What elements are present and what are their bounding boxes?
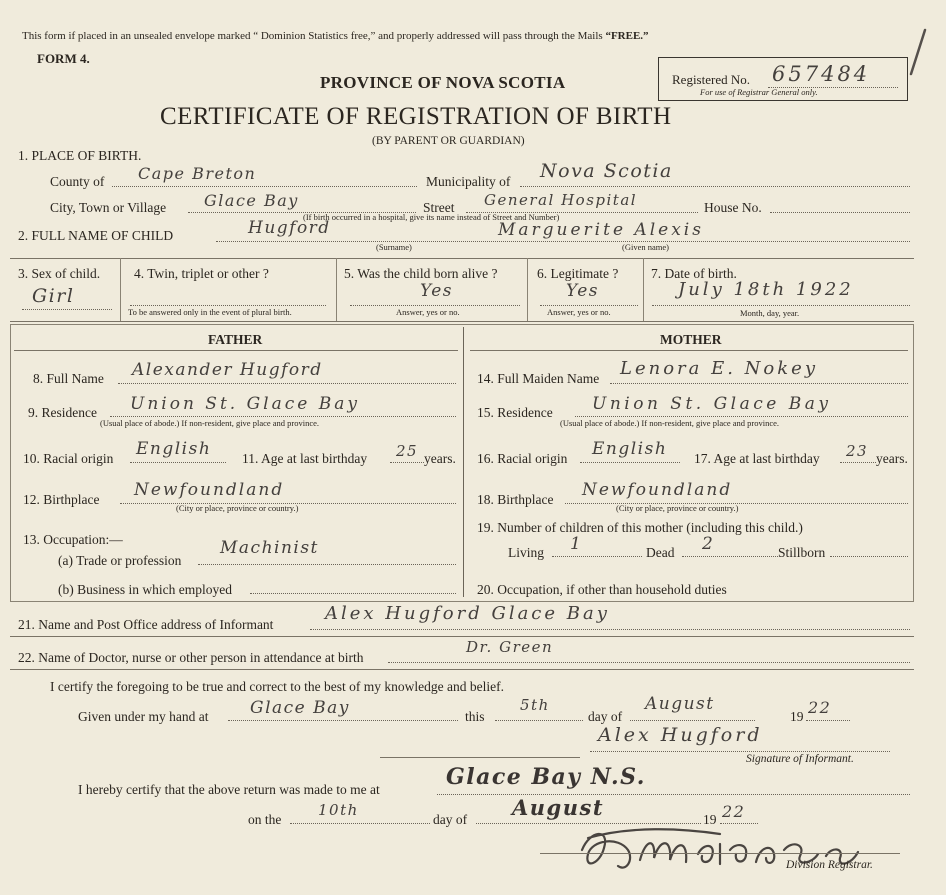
informant-signature: Alex Hugford xyxy=(598,724,763,746)
registered-number: 657484 xyxy=(772,62,871,86)
date-of-birth-value: July 18th 1922 xyxy=(678,279,854,300)
line xyxy=(437,794,910,795)
children-count-label: 19. Number of children of this mother (including this child.) xyxy=(477,520,803,535)
legitimate-note: Answer, yes or no. xyxy=(547,307,611,317)
registrar-on-the-label: on the xyxy=(248,812,282,827)
hospital-note: (If birth occurred in a hospital, give its name instead of Street and Number) xyxy=(303,212,560,222)
father-residence-note: (Usual place of abode.) If non-resident, give place and province. xyxy=(100,418,320,428)
alive-note: Answer, yes or no. xyxy=(396,307,460,317)
alive-value: Yes xyxy=(420,281,454,301)
father-age-label: 11. Age at last birthday xyxy=(242,451,368,466)
county-label: County of xyxy=(50,174,105,189)
line xyxy=(552,556,642,557)
municipality-value: Nova Scotia xyxy=(540,160,673,182)
informant-label: 21. Name and Post Office address of Informant xyxy=(18,617,274,632)
line xyxy=(590,751,890,752)
line xyxy=(610,383,908,384)
given-name-note: (Given name) xyxy=(622,242,669,252)
father-birthplace-value: Newfoundland xyxy=(134,480,285,500)
mailing-notice-free: “FREE.” xyxy=(605,30,649,42)
line xyxy=(130,305,326,306)
father-racial-label: 10. Racial origin xyxy=(23,451,114,466)
mother-racial-value: English xyxy=(592,439,668,459)
line xyxy=(540,305,638,306)
dead-value: 2 xyxy=(702,534,715,554)
legitimate-label: 6. Legitimate ? xyxy=(537,266,619,281)
child-surname: Hugford xyxy=(248,218,331,238)
line xyxy=(290,823,430,824)
mother-birthplace-note: (City or place, province or country.) xyxy=(616,503,739,513)
informant-signature-label: Signature of Informant. xyxy=(746,753,854,765)
alive-label: 5. Was the child born alive ? xyxy=(344,266,498,281)
vertical-rule xyxy=(643,258,644,321)
date-of-birth-label: 7. Date of birth. xyxy=(651,266,737,281)
vertical-rule xyxy=(336,258,337,321)
rule xyxy=(380,757,580,758)
mother-residence-note: (Usual place of abode.) If non-resident, give place and province. xyxy=(560,418,780,428)
rule xyxy=(540,853,900,854)
county-value: Cape Breton xyxy=(138,164,257,183)
date-of-birth-note: Month, day, year. xyxy=(740,308,800,318)
line xyxy=(216,241,910,242)
registrar-year-prefix: 19 xyxy=(703,812,717,827)
dead-label: Dead xyxy=(646,545,675,560)
mother-age-label: 17. Age at last birthday xyxy=(694,451,820,466)
rule xyxy=(10,669,914,670)
informant-value: Alex Hugford Glace Bay xyxy=(325,603,610,624)
surname-note: (Surname) xyxy=(376,242,412,252)
line xyxy=(388,662,910,663)
mother-name-value: Lenora E. Nokey xyxy=(620,358,818,379)
father-name-value: Alexander Hugford xyxy=(132,360,323,380)
city-value: Glace Bay xyxy=(204,191,299,210)
place-of-birth-heading: 1. PLACE OF BIRTH. xyxy=(18,148,142,163)
mother-occupation-label: 20. Occupation, if other than household duties xyxy=(477,582,727,597)
line xyxy=(118,383,456,384)
vertical-rule xyxy=(527,258,528,321)
registrar-day: 10th xyxy=(318,801,359,819)
father-trade-value: Machinist xyxy=(220,538,319,558)
form-number: FORM 4. xyxy=(37,51,90,66)
father-age-years: years. xyxy=(424,451,456,466)
street-value: General Hospital xyxy=(484,191,638,209)
registrar-year: 22 xyxy=(722,802,746,821)
twin-note: To be answered only in the event of plural birth. xyxy=(128,307,292,317)
line xyxy=(520,186,910,187)
line xyxy=(840,462,876,463)
registrar-day-of-label: day of xyxy=(433,812,468,827)
registrar-month: August xyxy=(512,795,605,820)
mother-residence-label: 15. Residence xyxy=(477,405,553,420)
pencil-mark xyxy=(905,26,929,86)
line xyxy=(630,720,755,721)
house-number-label: House No. xyxy=(704,200,762,215)
living-label: Living xyxy=(508,545,544,560)
mother-residence-value: Union St. Glace Bay xyxy=(592,394,832,414)
rule xyxy=(14,350,458,351)
living-value: 1 xyxy=(570,534,583,554)
line xyxy=(112,186,417,187)
line xyxy=(110,416,456,417)
page-title: CERTIFICATE OF REGISTRATION OF BIRTH xyxy=(160,103,672,130)
mother-age-value: 23 xyxy=(846,442,869,460)
registrar-place: Glace Bay N.S. xyxy=(446,764,646,790)
line xyxy=(310,629,910,630)
given-this-label: this xyxy=(465,709,485,724)
registrar-general-note: For use of Registrar General only. xyxy=(700,87,818,97)
father-occupation-label: 13. Occupation:— xyxy=(23,532,123,547)
mother-birthplace-label: 18. Birthplace xyxy=(477,492,554,507)
line xyxy=(770,212,910,213)
doctor-label: 22. Name of Doctor, nurse or other person in attendance at birth xyxy=(18,650,364,665)
rule xyxy=(10,636,914,637)
child-given-name: Marguerite Alexis xyxy=(498,220,704,240)
vertical-rule xyxy=(120,258,121,321)
given-year-prefix: 19 xyxy=(790,709,804,724)
father-residence-label: 9. Residence xyxy=(28,405,97,420)
mailing-notice xyxy=(22,31,649,42)
father-age-value: 25 xyxy=(396,442,419,460)
given-day: 5th xyxy=(520,696,550,714)
municipality-label: Municipality of xyxy=(426,174,511,189)
father-business-label: (b) Business in which employed xyxy=(58,582,232,597)
mother-heading: MOTHER xyxy=(660,332,722,347)
mother-racial-label: 16. Racial origin xyxy=(477,451,568,466)
vertical-rule xyxy=(463,327,464,597)
rule xyxy=(10,321,914,322)
stillborn-label: Stillborn xyxy=(778,545,826,560)
line xyxy=(350,305,520,306)
rule xyxy=(10,258,914,259)
line xyxy=(250,593,456,594)
registrar-signature-label: Division Registrar. xyxy=(786,859,873,871)
registered-label: Registered No. xyxy=(672,72,750,87)
certify-text: I certify the foregoing to be true and correct to the best of my knowledge and belief. xyxy=(50,679,504,694)
registrar-text: I hereby certify that the above return was made to me at xyxy=(78,782,380,797)
father-residence-value: Union St. Glace Bay xyxy=(130,394,360,414)
city-label: City, Town or Village xyxy=(50,200,167,215)
line xyxy=(198,564,456,565)
mother-name-label: 14. Full Maiden Name xyxy=(477,371,600,386)
given-under-label: Given under my hand at xyxy=(78,709,209,724)
legitimate-value: Yes xyxy=(566,281,600,301)
given-year: 22 xyxy=(808,698,832,717)
line xyxy=(495,720,583,721)
line xyxy=(228,720,458,721)
line xyxy=(575,416,908,417)
doctor-value: Dr. Green xyxy=(466,638,554,656)
line xyxy=(830,556,908,557)
rule xyxy=(470,350,908,351)
father-trade-label: (a) Trade or profession xyxy=(58,553,182,568)
street-label: Street xyxy=(423,200,455,215)
line xyxy=(390,462,424,463)
line xyxy=(22,309,112,310)
sex-value: Girl xyxy=(32,285,75,307)
line xyxy=(806,720,850,721)
province-heading: PROVINCE OF NOVA SCOTIA xyxy=(320,73,566,92)
twin-label: 4. Twin, triplet or other ? xyxy=(134,266,269,281)
line xyxy=(652,305,910,306)
child-name-label: 2. FULL NAME OF CHILD xyxy=(18,228,174,243)
sex-label: 3. Sex of child. xyxy=(18,266,101,281)
given-place: Glace Bay xyxy=(250,698,350,718)
father-racial-value: English xyxy=(136,439,212,459)
line xyxy=(130,462,226,463)
given-day-of-label: day of xyxy=(588,709,623,724)
father-heading: FATHER xyxy=(208,332,263,347)
father-birthplace-note: (City or place, province or country.) xyxy=(176,503,299,513)
page-subtitle: (BY PARENT OR GUARDIAN) xyxy=(372,135,525,147)
line xyxy=(682,556,778,557)
mailing-notice-text: This form if placed in an unsealed envelope marked “ Dominion Statistics free,” and properly addressed will pass through the Mails xyxy=(22,30,603,42)
given-month: August xyxy=(645,694,715,714)
father-name-label: 8. Full Name xyxy=(33,371,104,386)
line xyxy=(580,462,680,463)
mother-birthplace-value: Newfoundland xyxy=(582,480,733,500)
mother-age-years: years. xyxy=(876,451,908,466)
father-birthplace-label: 12. Birthplace xyxy=(23,492,100,507)
